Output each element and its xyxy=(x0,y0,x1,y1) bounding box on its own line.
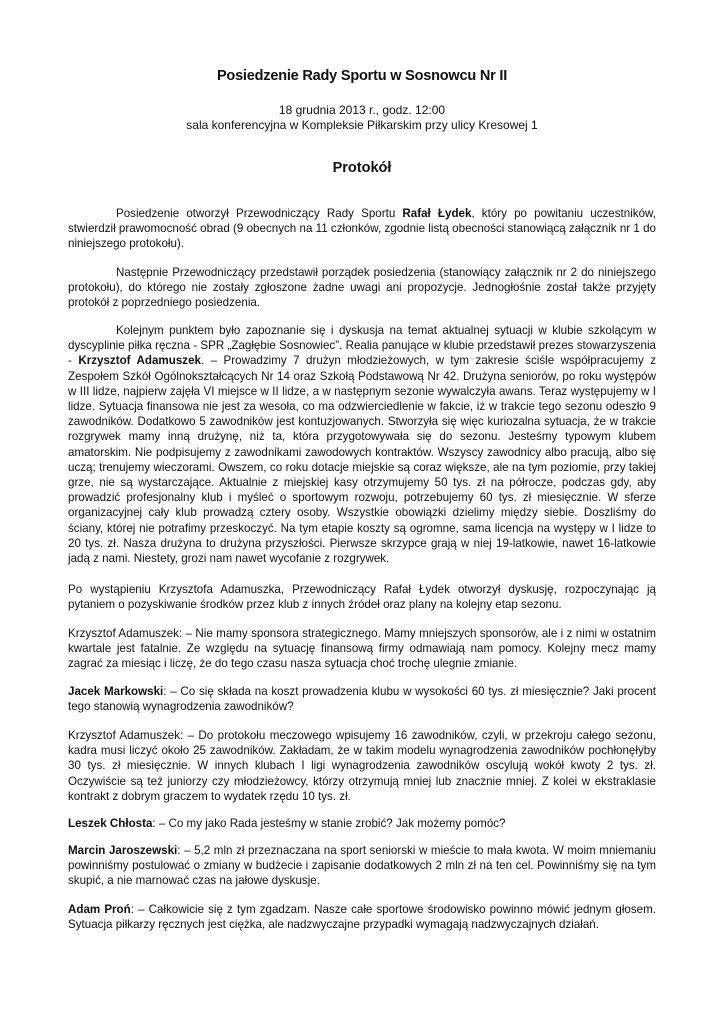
text-segment: : – Co się składa na koszt prowadzenia klubu w wysokości 60 tys. zł miesięcznie? Jaki procent tego stanowią wynagrodzenia zawodników? xyxy=(68,685,656,714)
text-segment: , który po powitaniu uczestników, stwierdził prawomocność obrad (9 obecnych na 11 członków, zgodnie listą obecności stanowiącą załącznik nr 1 do niniejszego protokołu). xyxy=(68,207,656,251)
text-segment: Po wystąpieniu Krzysztofa Adamuszka, Przewodniczący Rafał Łydek otworzył dyskusję, rozpoczynając ją pytaniem o pozyskiwanie środków przez klub z innych źródeł oraz plany na kolejny etap sezonu. xyxy=(68,583,656,612)
text-segment: Następnie Przewodniczący przedstawił porządek posiedzenia (stanowiący załącznik nr 2 do niniejszego protokołu), do którego nie zostały zgłoszone żadne uwagi ani propozycje. Jednogłośnie został także przyjęty protokół z poprzedniego posiedzenia. xyxy=(68,266,656,310)
text-segment: Krzysztof Adamuszek: – Do protokołu meczowego wpisujemy 16 zawodników, czyli, w przekroju całego sezonu, kadra musi liczyć około 25 zawodników. Zakładam, że w takim modelu wynagrodzenia zawodników pochłonęłyby 30 tys. zł miesięcznie. W innych klubach I ligi wynagrodzenia zawodników oscylują wokół kwoty 2 tys. zł. Oczywiście są też juniorzy czy młodzieżowcy, którzy otrzymują mniej lub znacznie mniej. Z kolei w ekstraklasie kontrakt z dobrym graczem to wydatek rzędu 10 tys. zł. xyxy=(68,729,656,803)
speaker-name: Marcin Jaroszewski xyxy=(68,844,178,857)
text-segment: Krzysztof Adamuszek: – Nie mamy sponsora strategicznego. Mamy mniejszych sponsorów, ale i z nimi w ostatnim kwartale jest fatalnie. Ze względu na sytuację finansową firmy odmawiają nam pomocy. Kolejny mecz mamy zagrać za miesiąc i liczę, że do tego czasu nasza sytuacja choć trochę ulegnie zmianie. xyxy=(68,627,656,671)
paragraph-discussion-opening xyxy=(68,582,656,612)
paragraph-chlosta-question xyxy=(68,816,656,831)
paragraph-club-situation xyxy=(68,323,656,566)
meeting-location: sala konferencyjna w Kompleksie Piłkarskim przy ulicy Kresowej 1 xyxy=(186,118,538,132)
text-segment: . – Prowadzimy 7 drużyn młodzieżowych, w tym zakresie ściśle współpracujemy z Zespołem Szkół Ogólnokształcących Nr 14 oraz Szkołą Podstawową Nr 42. Drużyna seniorów, po roku występów w III lidze, najpierw zajęła VI miejsce w II lidze, a w następnym sezonie wywalczyła awans. Teraz występujemy w I lidze. Sytuacja finansowa nie jest za wesoła, co ma odzwierciedlenie w fakcie, iż w trakcie tego sezonu odeszło 9 zawodników. Dodatkowo 5 zawodników jest kontuzjowanych. Stworzyła się więc kuriozalna sytuacja, że w trakcie rozgrywek mamy inną drużynę, niż ta, która przygotowywała się do sezonu. Jesteśmy typowym klubem amatorskim. Nie podpisujemy z zawodnikami zawodowych kontraktów. Wszyscy zawodnicy albo pracują, albo się uczą; trenujemy wieczorami. Owszem, co roku dotacje miejskie są coraz większe, ale na tym poziomie, przy takiej grze, nie są wystarczające. Aktualnie z miejskiej kasy otrzymujemy 50 tys. zł na półrocze, podczas gdy, aby prowadzić profesjonalny klub i myśleć o sportowym rozwoju, potrzebujemy 60 tys. zł miesięcznie. W sferze organizacyjnej cały klub prowadzą cztery osoby. Wszystkie obowiązki dzielimy między siebie. Doszliśmy do ściany, której nie potrafimy przeskoczyć. Na tym etapie koszty są ogromne, sama licencja na występy w I lidze to 20 tys. zł. Nasza drużyna to drużyna przyszłości. Pierwsze skrzypce grają w niej 19-latkowie, nawet 16-latkowie jadą z nami. Niestety, grozi nam nawet wycofanie z rozgrywek. xyxy=(68,354,656,566)
text-segment: Posiedzenie otworzył Przewodniczący Rady Sportu xyxy=(116,207,403,220)
protocol-heading: Protokół xyxy=(332,160,392,176)
document-title: Posiedzenie Rady Sportu w Sosnowcu Nr II xyxy=(216,68,508,84)
paragraph-adamuszek-salaries xyxy=(68,728,656,804)
speaker-name: Leszek Chłosta xyxy=(68,817,153,830)
paragraph-markowski-question xyxy=(68,684,656,714)
paragraph-jaroszewski xyxy=(68,843,656,889)
speaker-name: Krzysztof Adamuszek xyxy=(78,354,201,368)
paragraph-agenda xyxy=(68,265,656,311)
meeting-date-time: 18 grudnia 2013 r., godz. 12:00 xyxy=(278,103,446,117)
text-segment: : – Całkowicie się z tym zgadzam. Nasze całe sportowe środowisko powinno mówić jednym głosem. Sytuacja piłkarzy ręcznych jest ciężka, ale nadzwyczajne przypadki wymagają nadzwyczajnych działań. xyxy=(68,903,657,932)
speaker-name: Rafał Łydek xyxy=(402,207,472,220)
text-segment: : – Co my jako Rada jesteśmy w stanie zrobić? Jak możemy pomóc? xyxy=(152,817,506,830)
text-segment: : – 5,2 mln zł przeznaczana na sport seniorski w mieście to mała kwota. W moim mniemaniu powinniśmy postulować o zmiany w budżecie i zapisanie dodatkowych 2 mln zł na ten cel. Powinniśmy się na tym skupić, a nie marnować czas na jałowe dyskusje. xyxy=(68,844,656,888)
paragraph-adamuszek-sponsors xyxy=(68,626,656,672)
paragraph-opening xyxy=(68,206,656,252)
speaker-name: Jacek Markowski xyxy=(68,685,164,698)
text-segment: Kolejnym punktem było zapoznanie się i dyskusja na temat aktualnej sytuacji w klubie szkolącym w dyscyplinie piłka ręczna - SPR „Zagłębie Sosnowiec”. Realia panujące w klubie przedstawił prezes stowarzyszenia - xyxy=(68,324,656,368)
paragraph-pron xyxy=(68,902,656,932)
speaker-name: Adam Proń xyxy=(68,903,131,916)
